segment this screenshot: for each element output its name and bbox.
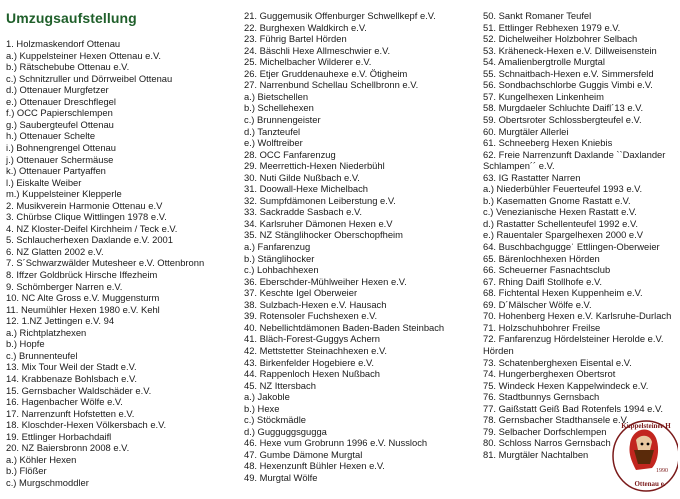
list-item: 63. IG Rastatter Narren xyxy=(483,171,581,183)
list-item: 13. Mix Tour Weil der Stadt e.V. xyxy=(6,361,137,373)
list-item: 35. NZ Stänglihocker Oberschopfheim xyxy=(244,229,403,241)
list-item: 38. Sulzbach-Hexen e.V. Hausach xyxy=(244,298,387,310)
list-item: 11. Neumühler Hexen 1980 e.V. Kehl xyxy=(6,303,160,315)
list-item: d.) Ottenauer Murgfetzer xyxy=(6,84,109,96)
list-item: 4. NZ Kloster-Deifel Kirchheim / Teck e.V. xyxy=(6,222,178,234)
list-item: 70. Hohenberg Hexen e.V. Karlsruhe-Durlach xyxy=(483,310,672,322)
list-item: 32. Sumpfdämonen Leiberstung e.V. xyxy=(244,194,396,206)
list-item: 6. NZ Glatten 2002 e.V. xyxy=(6,245,104,257)
list-item: 30. Nuti Gilde Nußbach e.V. xyxy=(244,171,360,183)
list-item: 64. Buschbachguggeˈ Ettlingen-Oberweier xyxy=(483,241,660,252)
list-item: b.) Hopfe xyxy=(6,338,45,350)
list-item: 65. Bärenlochhexen Hörden xyxy=(483,252,600,264)
list-item: Schlampen´´ e.V. xyxy=(483,160,555,172)
list-item: 36. Eberschder-Mühlweiher Hexen e.V. xyxy=(244,275,407,287)
list-item: 40. Nebellichtdämonen Baden-Baden Steinbach xyxy=(244,321,445,333)
list-item: 5. Schlaucherhexen Daxlande e.V. 2001 xyxy=(6,234,173,246)
list-item: 47. Gumbe Dämone Murgtal xyxy=(244,448,363,460)
list-item: a.) Richtplatzhexen xyxy=(6,326,87,338)
list-item: 3. Chürbse Clique Wittlingen 1978 e.V. xyxy=(6,211,167,223)
list-item: b.) Stänglihocker xyxy=(244,252,315,264)
list-item: 68. Fichtental Hexen Kuppenheim e.V. xyxy=(483,287,643,299)
list-item: 73. Schatenberghexen Eisental e.V. xyxy=(483,356,632,368)
list-item: 81. Murgtäler Nachtalben xyxy=(483,448,589,460)
list-item: 24. Bäschli Hexe Allmeschwier e.V. xyxy=(244,44,391,56)
list-item: 12. 1.NZ Jettingen e.V. 94 xyxy=(6,315,115,327)
list-item: 16. Hagenbacher Wölfe e.V. xyxy=(6,396,123,408)
list-item: 39. Rotensoler Fuchshexen e.V. xyxy=(244,310,378,322)
list-item: e.) Ottenauer Dreschflegel xyxy=(6,95,116,107)
list-item: 37. Keschte Igel Oberweier xyxy=(244,287,358,299)
list-item: 71. Holzschuhbohrer Freilse xyxy=(483,321,601,333)
list-item: 57. Kungelhexen Linkenheim xyxy=(483,90,604,102)
list-item: 53. Kräheneck-Hexen e.V. Dillweisenstein xyxy=(483,44,657,56)
list-item: 18. Kloschder-Hexen Völkersbach e.V. xyxy=(6,419,167,431)
club-logo-stamp xyxy=(606,414,678,494)
list-item: i.) Bohnengrengel Ottenau xyxy=(6,141,116,153)
list-item: b.) Flößer xyxy=(6,465,47,477)
list-item: 23. Führig Bartel Hörden xyxy=(244,33,347,45)
list-item: k.) Ottenauer Partyaffen xyxy=(6,165,106,177)
list-item: d.) Rastatter Schellenteufel 1992 e.V. xyxy=(483,217,638,229)
list-item: a.) Jakoble xyxy=(244,391,290,403)
list-item: 8. Iffzer Goldbrück Hirsche Iffezheim xyxy=(6,269,158,280)
list-item: 9. Schömberger Narren e.V. xyxy=(6,280,123,292)
list-item: b.) Schellehexen xyxy=(244,102,314,114)
list-item: 33. Sackradde Sasbach e.V. xyxy=(244,206,362,218)
list-item: 56. Sondbachschlorbe Guggis Vimbi e.V. xyxy=(483,79,653,91)
list-item: 58. Murgdaeler Schluchte Daifl´13 e.V. xyxy=(483,102,644,114)
list-item: 43. Birkenfelder Hogebiere e.V. xyxy=(244,356,374,368)
list-item: 74. Hungerberghexen Obertsrot xyxy=(483,368,616,380)
list-item: 76. Stadtbunnys Gernsbach xyxy=(483,391,600,403)
list-item: c.) Brunnengeister xyxy=(244,113,321,125)
list-item: 44. Rappenloch Hexen Nußbach xyxy=(244,368,381,380)
list-item: 19. Ettlinger Horbachdaifl xyxy=(6,430,112,442)
list-item: 69. D´Mälscher Wölfe e.V. xyxy=(483,298,592,310)
list-item: 1. Holzmaskendorf Ottenau xyxy=(6,38,121,49)
list-item: c.) Stöckmädle xyxy=(244,414,306,426)
list-item: d.) Tanzteufel xyxy=(244,125,301,137)
list-item: 21. Guggemusik Offenburger Schwellkepf e.V. xyxy=(244,10,436,21)
list-item: c.) Brunnenteufel xyxy=(6,349,78,361)
list-item: 55. Schnaitbach-Hexen e.V. Simmersfeld xyxy=(483,67,654,79)
list-item: 67. Rhing Daifl Stollhofe e.V. xyxy=(483,275,602,287)
list-item: a.) Bietschellen xyxy=(244,90,309,102)
list-item: c.) Venezianische Hexen Rastatt e.V. xyxy=(483,206,637,218)
list-item: 62. Freie Narrenzunft Daxlande ``Daxlander xyxy=(483,148,666,160)
list-item: d.) Gugguggsgugga xyxy=(244,425,327,437)
list-item: b.) Rätschebube Ottenau e.V. xyxy=(6,61,130,73)
list-item: 46. Hexe vum Grobrunn 1996 e.V. Nussloch xyxy=(244,437,428,449)
list-item: 29. Meerrettich-Hexen Niederbühl xyxy=(244,160,385,172)
list-item: a.) Fanfarenzug xyxy=(244,241,311,252)
list-item: 51. Ettlinger Rebhexen 1979 e.V. xyxy=(483,21,621,33)
list-item: a.) Köhler Hexen xyxy=(6,453,77,465)
list-item: c.) Murgschmoddler xyxy=(6,476,89,488)
list-item: b.) Hexe xyxy=(244,402,280,414)
list-item: 80. Schloss Narros Gernsbach xyxy=(483,437,611,449)
list-item: 78. Gernsbacher Stadthansele e.V. xyxy=(483,414,629,426)
list-item: 14. Krabbenaze Bohlsbach e.V. xyxy=(6,372,138,384)
list-item: 54. Amalienbergtrolle Murgtal xyxy=(483,56,605,68)
list-item: 31. Doowall-Hexe Michelbach xyxy=(244,183,369,195)
list-item: f.) OCC Papierschlempen xyxy=(6,107,113,119)
list-item: 28. OCC Fanfarenzug xyxy=(244,148,336,160)
list-item: 52. Dichelweiher Holzbohrer Selbach xyxy=(483,33,638,45)
list-item: e.) Rauentaler Spargelhexen 2000 e.V xyxy=(483,229,644,241)
list-item: 20. NZ Baiersbronn 2008 e.V. xyxy=(6,442,130,454)
list-item: 22. Burghexen Waldkirch e.V. xyxy=(244,21,367,33)
list-item: g.) Saubergteufel Ottenau xyxy=(6,118,114,130)
list-item: 42. Mettstetter Steinachhexen e.V. xyxy=(244,344,387,356)
list-item: a.) Niederbühler Feuerteufel 1993 e.V. xyxy=(483,183,643,195)
list-item: 41. Bläch-Forest-Guggys Achern xyxy=(244,333,381,345)
list-item: c.) Lohbachhexen xyxy=(244,264,319,276)
list-item: 72. Fanfarenzug Hördelsteiner Herolde e.V. xyxy=(483,333,664,345)
list-item: 7. S´Schwarzwälder Mutesheer e.V. Ottenbronn xyxy=(6,257,205,269)
stamp-text-top: Kuppelsteiner H xyxy=(621,422,671,430)
list-item: 2. Musikverein Harmonie Ottenau e.V xyxy=(6,199,163,211)
list-item: 26. Etjer Gruddenauhexe e.V. Ötigheim xyxy=(244,67,408,79)
list-item: 17. Narrenzunft Hofstetten e.V. xyxy=(6,407,135,419)
list-item: 15. Gernsbacher Waldschäder e.V. xyxy=(6,384,152,396)
list-item: b.) Kasematten Gnome Rastatt e.V. xyxy=(483,194,631,206)
list-item: 49. Murgtal Wölfe xyxy=(244,472,318,483)
list-item: 77. Gaißstatt Geiß Bad Rotenfels 1994 e.V. xyxy=(483,402,663,414)
list-item: 75. Windeck Hexen Kappelwindeck e.V. xyxy=(483,379,649,391)
list-item: 45. NZ Ittersbach xyxy=(244,379,316,391)
list-item: 27. Narrenbund Schellau Schellbronn e.V. xyxy=(244,79,419,91)
list-item: 59. Obertsroter Schlossbergteufel e.V. xyxy=(483,113,642,125)
list-item: 34. Karlsruher Dämonen Hexen e.V xyxy=(244,217,393,229)
list-item: Hörden xyxy=(483,344,514,356)
list-item: c.) Schnitzruller und Dörrweibel Ottenau xyxy=(6,72,173,84)
list-item: 60. Murgtäler Allerlei xyxy=(483,125,569,137)
list-item: 10. NC Alte Gross e.V. Muggensturm xyxy=(6,292,160,304)
list-item: m.) Kuppelsteiner Klepperle xyxy=(6,188,122,200)
stamp-year: 1990 xyxy=(656,468,668,474)
list-item: h.) Ottenauer Schelte xyxy=(6,130,96,142)
list-item: 25. Michelbacher Wilderer e.V. xyxy=(244,56,372,68)
list-item: e.) Wolftreiber xyxy=(244,137,303,149)
page-title: Umzugsaufstellung xyxy=(6,10,137,26)
list-item: a.) Kuppelsteiner Hexen Ottenau e.V. xyxy=(6,49,161,61)
stamp-text-bottom: Ottenau e. xyxy=(634,480,666,488)
list-item: l.) Eiskalte Weiber xyxy=(6,176,82,188)
list-item: 50. Sankt Romaner Teufel xyxy=(483,10,592,21)
list-item: 79. Selbacher Dorfschlempen xyxy=(483,425,607,437)
list-item: 66. Scheuerner Fasnachtsclub xyxy=(483,264,611,276)
list-item: j.) Ottenauer Schermäuse xyxy=(6,153,114,165)
list-item: 48. Hexenzunft Bühler Hexen e.V. xyxy=(244,460,385,472)
list-item: 61. Schneeberg Hexen Kniebis xyxy=(483,137,613,149)
